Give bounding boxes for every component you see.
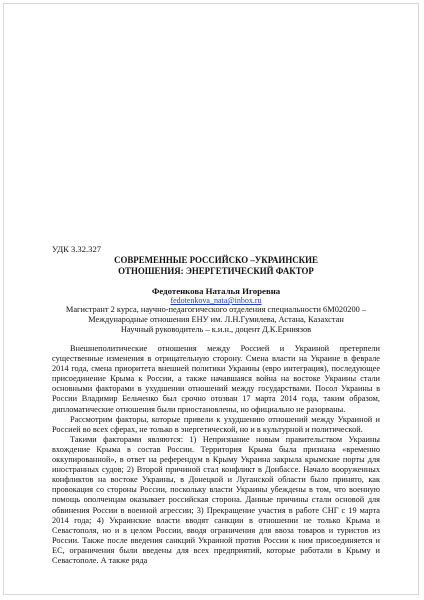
affiliation-line-3: Научный руководитель – к.и.н., доцент Д.К.Ерниязов — [120, 325, 312, 334]
paper-title-line-2: ОТНОШЕНИЯ: ЭНЕРГЕТИЧЕСКИЙ ФАКТОР — [118, 265, 314, 276]
paper-body — [52, 344, 380, 566]
paper-title — [52, 255, 380, 276]
author-name: Федотенкова Наталья Игоревна — [151, 285, 281, 296]
document-page-frame — [3, 3, 419, 595]
body-paragraph-1: Внешнеполитические отношения между Россией и Украиной претерпели существенные изменения в отрицательную сторону. Смена власти на Украине в феврале 2014 года, смена приоритета внешней политики Украины (евро интеграция), последующее присоединение Крыма к России, а также начавшаяся война на востоке Украины стали основными факторами в ухудшении отношений между государствами. Посол Украины в России Владимир Бельченко был срочно отозван 17 марта 2014 года, таким образом, дипломатические отношения были приостановлены, но официально не разорваны. — [52, 344, 380, 414]
author-affiliation — [52, 305, 380, 335]
affiliation-line-1: Магистрант 2 курса, научно-педагогического отделения специальности 6М020200 – — [65, 305, 367, 314]
paper-title-line-1: СОВРЕМЕННЫЕ РОССИЙСКО –УКРАИНСКИЕ — [114, 255, 318, 266]
paper-content — [52, 244, 380, 566]
author-email-link[interactable]: fedotenkova_nata@inbox.ru — [170, 296, 262, 305]
udk-code: УДК 3.32.327 — [52, 244, 102, 254]
affiliation-line-2: Международные отношения ЕНУ им. Л.Н.Гумилева, Астана, Казахстан — [88, 315, 344, 324]
body-paragraph-3: Такими факторами являются: 1) Непризнание новым правительством Украины вхождение Крыма в состав России. Территория Крыма была признана «временно оккупированной», в ответ на референдум в Крыму Украина закрыла крымские порты для иностранных судов; 2) Второй причиной стал конфликт в Донбассе. Начало вооруженных конфликтов на востоке Украины, в Донецкой и Луганской области было принято, как провокация со стороны России, поскольку власти Украины убеждены в том, что военную помощь ополченцам оказывает российская сторона. Данные причины стали основой для обвинения России в военной агрессии; 3) Прекращение участия в работе СНГ с 19 марта 2014 года; 4) Украинские власти вводят санкции в отношении не только Крыма и Севастополя, но и в целом России, вводя ограничения для ввоза товаров и туристов из России. Также после введения санкций Украиной против России к ним присоединяется и ЕС, ограничения были введены для всех предприятий, которые работали в Крыму и Севастополе. А также ряда — [52, 434, 380, 565]
body-paragraph-2: Рассмотрим факторы, которые привели к ухудшению отношений между Украиной и Россией во всех сферах, не только в энергетической, но и в культурной и политической. — [52, 414, 380, 434]
